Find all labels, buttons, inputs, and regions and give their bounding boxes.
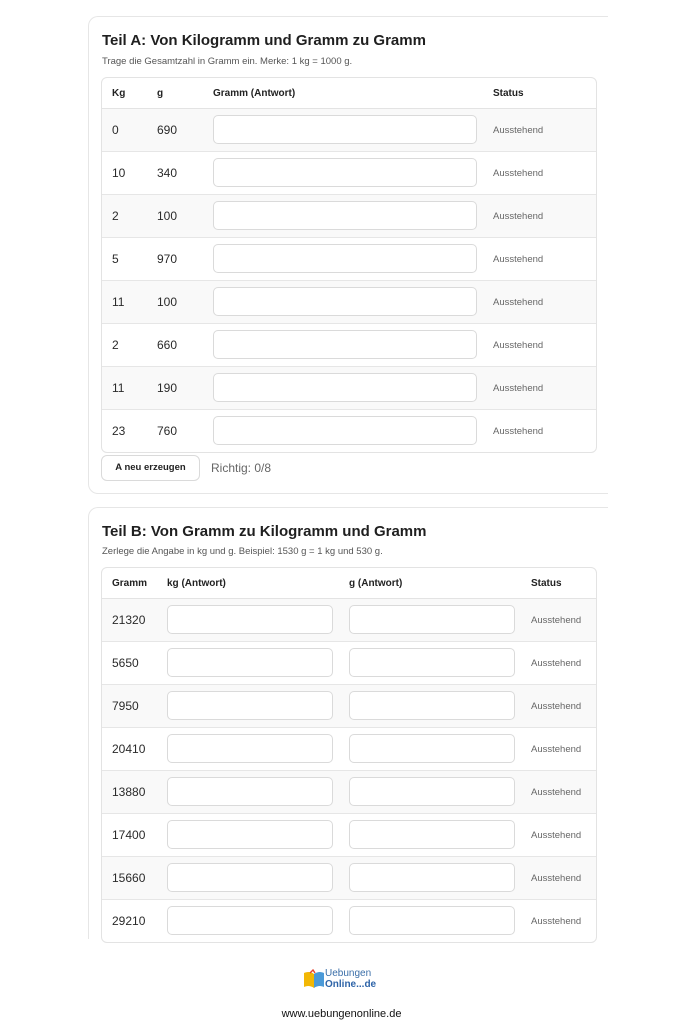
status-text: Ausstehend bbox=[493, 125, 544, 136]
kg-answer-input[interactable] bbox=[167, 777, 333, 806]
table-row bbox=[102, 642, 596, 685]
kg-answer-input[interactable] bbox=[167, 820, 333, 849]
status-text: Ausstehend bbox=[493, 340, 544, 351]
kg-value: 0 bbox=[112, 123, 119, 137]
header-status: Status bbox=[531, 578, 562, 589]
gramm-answer-input[interactable] bbox=[213, 201, 477, 230]
g-value: 690 bbox=[157, 123, 178, 137]
status-text: Ausstehend bbox=[531, 873, 582, 884]
kg-value: 10 bbox=[112, 166, 126, 180]
gramm-value: 15660 bbox=[112, 871, 146, 885]
status-text: Ausstehend bbox=[493, 211, 544, 222]
gramm-answer-input[interactable] bbox=[213, 373, 477, 402]
g-value: 970 bbox=[157, 252, 178, 266]
table-row bbox=[102, 728, 596, 771]
gramm-value: 20410 bbox=[112, 742, 146, 756]
part-a-subtitle: Trage die Gesamtzahl in Gramm ein. Merke: 1 kg = 1000 g. bbox=[102, 56, 353, 67]
kg-answer-input[interactable] bbox=[167, 863, 333, 892]
header-gramm: Gramm bbox=[112, 578, 148, 589]
status-text: Ausstehend bbox=[493, 383, 544, 394]
g-answer-input[interactable] bbox=[349, 734, 515, 763]
table-header bbox=[102, 78, 596, 109]
g-value: 100 bbox=[157, 295, 178, 309]
kg-answer-input[interactable] bbox=[167, 648, 333, 677]
gramm-value: 5650 bbox=[112, 656, 139, 670]
table-row bbox=[102, 599, 596, 642]
header-kg: Kg bbox=[112, 88, 126, 99]
part-b-card bbox=[88, 507, 608, 939]
status-text: Ausstehend bbox=[493, 297, 544, 308]
header-answer: Gramm (Antwort) bbox=[213, 88, 296, 99]
table-row bbox=[102, 685, 596, 728]
g-answer-input[interactable] bbox=[349, 777, 515, 806]
table-row bbox=[102, 195, 596, 238]
gramm-value: 29210 bbox=[112, 914, 146, 928]
logo bbox=[303, 967, 383, 993]
kg-answer-input[interactable] bbox=[167, 906, 333, 935]
g-value: 190 bbox=[157, 381, 178, 395]
status-text: Ausstehend bbox=[493, 254, 544, 265]
status-text: Ausstehend bbox=[531, 916, 582, 927]
g-value: 760 bbox=[157, 424, 178, 438]
part-b-title: Teil B: Von Gramm zu Kilogramm und Gramm bbox=[102, 523, 427, 540]
part-b-table bbox=[101, 567, 597, 943]
status-text: Ausstehend bbox=[531, 787, 582, 798]
table-row bbox=[102, 367, 596, 410]
gramm-value: 17400 bbox=[112, 828, 146, 842]
table-row bbox=[102, 324, 596, 367]
status-text: Ausstehend bbox=[531, 615, 582, 626]
status-text: Ausstehend bbox=[493, 168, 544, 179]
g-answer-input[interactable] bbox=[349, 863, 515, 892]
table-row bbox=[102, 857, 596, 900]
logo-line1: Uebungen bbox=[325, 968, 372, 979]
gramm-value: 13880 bbox=[112, 785, 146, 799]
g-value: 100 bbox=[157, 209, 178, 223]
gramm-answer-input[interactable] bbox=[213, 244, 477, 273]
score-text: Richtig: 0/8 bbox=[211, 461, 272, 475]
kg-value: 23 bbox=[112, 424, 126, 438]
gramm-answer-input[interactable] bbox=[213, 287, 477, 316]
status-text: Ausstehend bbox=[531, 744, 582, 755]
gramm-answer-input[interactable] bbox=[213, 330, 477, 359]
g-answer-input[interactable] bbox=[349, 605, 515, 634]
g-value: 660 bbox=[157, 338, 178, 352]
logo-line2: Online...de bbox=[325, 979, 377, 990]
kg-value: 11 bbox=[112, 295, 125, 309]
header-g: g bbox=[157, 88, 164, 99]
header-kg-answer: kg (Antwort) bbox=[167, 578, 226, 589]
part-a-table bbox=[101, 77, 597, 453]
table-row bbox=[102, 238, 596, 281]
header-status: Status bbox=[493, 88, 524, 99]
kg-answer-input[interactable] bbox=[167, 605, 333, 634]
kg-value: 11 bbox=[112, 381, 125, 395]
part-b-subtitle: Zerlege die Angabe in kg und g. Beispiel: 1530 g = 1 kg und 530 g. bbox=[102, 546, 383, 557]
gramm-value: 7950 bbox=[112, 699, 139, 713]
table-row bbox=[102, 281, 596, 324]
part-a-card bbox=[88, 16, 608, 494]
status-text: Ausstehend bbox=[531, 830, 582, 841]
table-row bbox=[102, 109, 596, 152]
footer-url: www.uebungenonline.de bbox=[281, 1008, 402, 1020]
kg-value: 5 bbox=[112, 252, 119, 266]
g-answer-input[interactable] bbox=[349, 691, 515, 720]
g-answer-input[interactable] bbox=[349, 820, 515, 849]
gramm-answer-input[interactable] bbox=[213, 158, 477, 187]
table-row bbox=[102, 771, 596, 814]
g-value: 340 bbox=[157, 166, 178, 180]
part-a-title: Teil A: Von Kilogramm und Gramm zu Gramm bbox=[102, 32, 426, 49]
table-row bbox=[102, 410, 596, 452]
table-row bbox=[102, 152, 596, 195]
kg-answer-input[interactable] bbox=[167, 734, 333, 763]
header-g-answer: g (Antwort) bbox=[349, 578, 403, 589]
gramm-answer-input[interactable] bbox=[213, 416, 477, 445]
gramm-answer-input[interactable] bbox=[213, 115, 477, 144]
table-header bbox=[102, 568, 596, 599]
status-text: Ausstehend bbox=[531, 658, 582, 669]
kg-answer-input[interactable] bbox=[167, 691, 333, 720]
book-icon bbox=[303, 969, 325, 989]
g-answer-input[interactable] bbox=[349, 906, 515, 935]
status-text: Ausstehend bbox=[531, 701, 582, 712]
kg-value: 2 bbox=[112, 338, 119, 352]
gramm-value: 21320 bbox=[112, 613, 146, 627]
table-row bbox=[102, 814, 596, 857]
table-row bbox=[102, 900, 596, 942]
status-text: Ausstehend bbox=[493, 426, 544, 437]
regenerate-a-button[interactable]: A neu erzeugen bbox=[101, 455, 200, 481]
g-answer-input[interactable] bbox=[349, 648, 515, 677]
kg-value: 2 bbox=[112, 209, 119, 223]
